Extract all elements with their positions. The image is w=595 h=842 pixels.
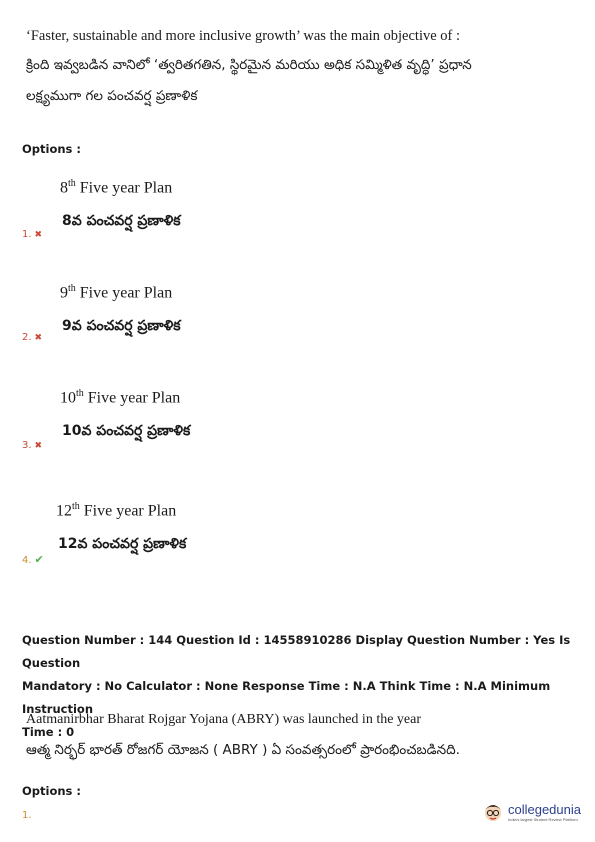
question-1-telugu-line-1: క్రింది ఇవ్వబడిన వానిలో ‘త్వరితగతిన, స్థిరమైన మరియు అధిక సమ్మిళిత వృద్ధి’ ప్రధాన [26, 57, 472, 73]
option-3-number [22, 440, 42, 451]
option-2-english [60, 283, 172, 302]
option-2-telugu: 9వ పంచవర్ష ప్రణాళిక [62, 318, 181, 334]
option-suffix: th [68, 283, 76, 294]
option-suffix: th [68, 178, 76, 189]
meta-line-1: Question Number : 144 Question Id : 14558910286 Display Question Number : Yes Is Question [22, 633, 571, 670]
option-ordinal: 10 [60, 389, 76, 407]
option-text: Five year Plan [75, 179, 173, 197]
options-2-label: Options : [22, 784, 81, 798]
question-1-english: ‘Faster, sustainable and more inclusive growth’ was the main objective of : [26, 28, 461, 44]
incorrect-cross-icon: ✖ [34, 441, 43, 451]
option-3-telugu: 10వ పంచవర్ష ప్రణాళిక [62, 423, 191, 439]
option-text: Five year Plan [79, 502, 177, 520]
option-number: 3. [22, 440, 32, 451]
option-1-english [60, 178, 172, 197]
option-4-english [56, 501, 176, 520]
option-1-number [22, 229, 42, 240]
option-text: Five year Plan [83, 389, 181, 407]
option-suffix: th [72, 501, 80, 512]
option-2-1-number: 1. [22, 810, 32, 821]
option-number: 2. [22, 332, 32, 343]
logo-tagline: India's largest Student Review Platform [507, 817, 578, 822]
question-1-telugu-line-2: లక్ష్యముగా గల పంచవర్ష ప్రణాళిక [26, 88, 198, 104]
meta-line-3: Time : 0 [22, 725, 75, 739]
incorrect-cross-icon: ✖ [34, 333, 43, 343]
question-2-telugu: ఆత్మ నిర్భర్ భారత్ రోజగర్ యోజన ( ABRY ) ఏ సంవత్సరంలో ప్రారంభించబడినది. [26, 742, 460, 758]
option-4-number [22, 553, 44, 566]
options-label: Options : [22, 142, 81, 156]
option-2-number [22, 332, 42, 343]
question-2-english: Aatmanirbhar Bharat Rojgar Yojana (ABRY) was launched in the year [26, 712, 422, 727]
meta-line-2: Mandatory : No Calculator : None Response Time : N.A Think Time : N.A Minimum Instruction [22, 679, 551, 716]
option-number: 4. [22, 555, 32, 566]
option-text: Five year Plan [75, 284, 173, 302]
option-number: 1. [22, 229, 32, 240]
incorrect-cross-icon: ✖ [34, 230, 43, 240]
collegedunia-logo [482, 800, 581, 824]
correct-check-icon: ✔ [34, 553, 44, 566]
option-suffix: th [76, 388, 84, 399]
option-ordinal: 12 [56, 502, 72, 520]
option-1-telugu: 8వ పంచవర్ష ప్రణాళిక [62, 213, 181, 229]
logo-name: collegedunia [507, 802, 581, 817]
option-ordinal: 8 [60, 179, 68, 197]
student-mascot-icon [482, 800, 504, 824]
option-ordinal: 9 [60, 284, 68, 302]
option-4-telugu: 12వ పంచవర్ష ప్రణాళిక [58, 536, 187, 552]
option-3-english [60, 388, 180, 407]
